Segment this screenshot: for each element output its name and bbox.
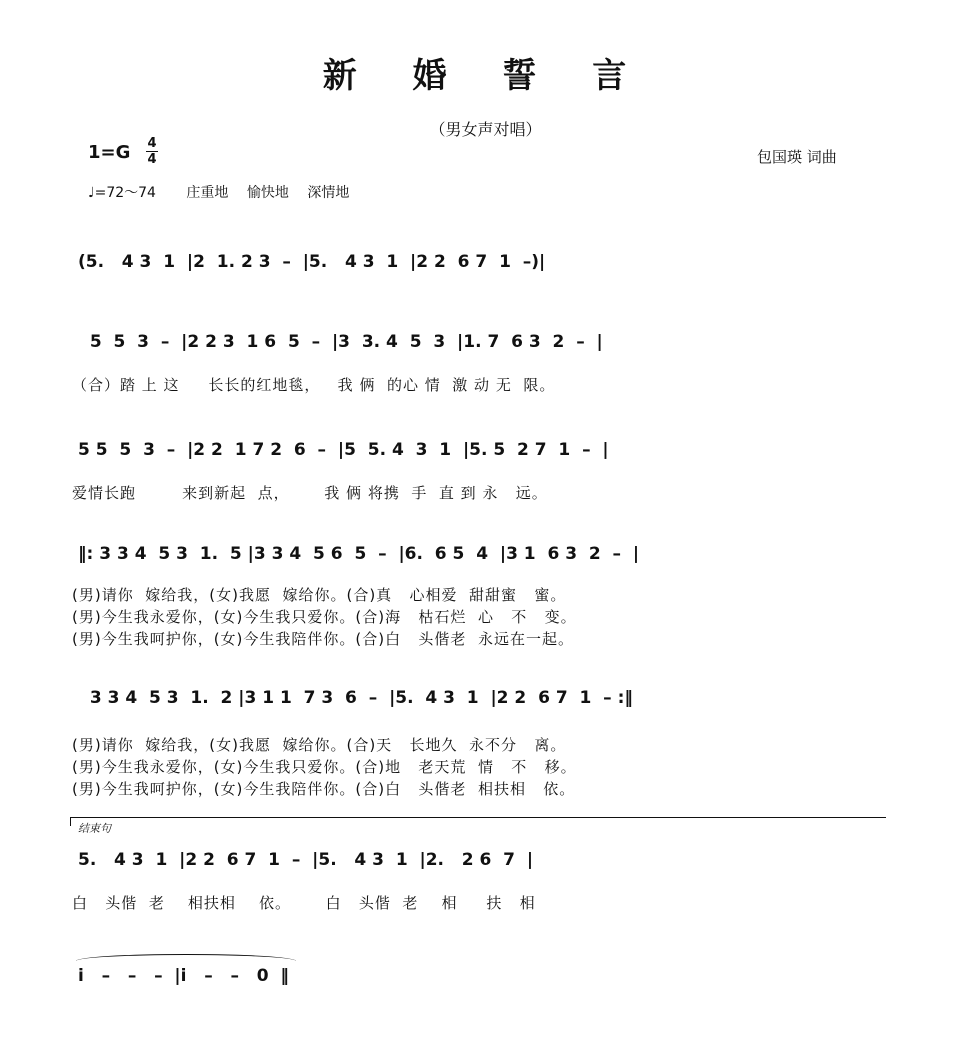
tie-arc	[76, 954, 296, 961]
lyric-line: (男)今生我呵护你，(女)今生我陪伴你。(合)白 头偕老 永远在一起。	[72, 630, 574, 648]
lyric-line: (男)请你 嫁给我，(女)我愿 嫁给你。(合)天 长地久 永不分 离。	[72, 736, 567, 754]
notation-line: i – – – |i – – 0 ‖	[78, 966, 289, 986]
notation-line: 3 3 4 5 3 1. 2 |3 1 1 7 3 6 – |5. 4 3 1 |2 2 6 7 1 – :‖	[78, 688, 633, 708]
lyric-line: (男)请你 嫁给我，(女)我愿 嫁给你。(合)真 心相爱 甜甜蜜 蜜。	[72, 586, 567, 604]
notation-line: (5. 4 3 1 |2 1. 2 3 – |5. 4 3 1 |2 2 6 7 1 –)|	[78, 252, 546, 272]
coda-bracket	[70, 817, 886, 826]
time-signature	[145, 136, 159, 167]
key-signature: 1=G	[88, 142, 131, 163]
notation-line: ‖: 3 3 4 5 3 1. 5 |3 3 4 5 6 5 – |6. 6 5 4 |3 1 6 3 2 – |	[78, 544, 640, 564]
lyric-line: （合）踏 上 这 长长的红地毯， 我 俩 的心 情 激 动 无 限。	[72, 376, 556, 394]
notation-line: 5 5 3 – |2 2 3 1 6 5 – |3 3. 4 5 3 |1. 7 6 3 2 – |	[78, 332, 603, 352]
notation-line: 5. 4 3 1 |2 2 6 7 1 – |5. 4 3 1 |2. 2 6 7 |	[78, 850, 534, 870]
notation-line: 5 5 5 3 – |2 2 1 7 2 6 – |5 5. 4 3 1 |5. 5 2 7 1 – |	[78, 440, 609, 460]
tempo-line	[88, 182, 349, 202]
time-signature-bottom: 4	[147, 152, 157, 167]
song-subtitle: （男女声对唱）	[429, 120, 542, 139]
lyric-line: (男)今生我永爱你，(女)今生我只爱你。(合)地 老天荒 情 不 移。	[72, 758, 577, 776]
lyric-line: (男)今生我永爱你，(女)今生我只爱你。(合)海 枯石烂 心 不 变。	[72, 608, 577, 626]
time-signature-top: 4	[147, 136, 157, 151]
song-title: 新 婚 誓 言	[322, 56, 649, 96]
composer-credit: 包国瑛 词曲	[757, 148, 837, 166]
lyric-line: 爱情长跑 来到新起 点， 我 俩 将携 手 直 到 永 远。	[72, 484, 548, 502]
lyric-line: 白 头偕 老 相扶相 依。 白 头偕 老 相 扶 相	[72, 894, 536, 912]
lyric-line: (男)今生我呵护你，(女)今生我陪伴你。(合)白 头偕老 相扶相 依。	[72, 780, 576, 798]
coda-label: 结束句	[78, 822, 111, 835]
expression-marks: 庄重地 愉快地 深情地	[186, 185, 350, 201]
tempo-marking: ♩=72～74	[88, 185, 156, 201]
